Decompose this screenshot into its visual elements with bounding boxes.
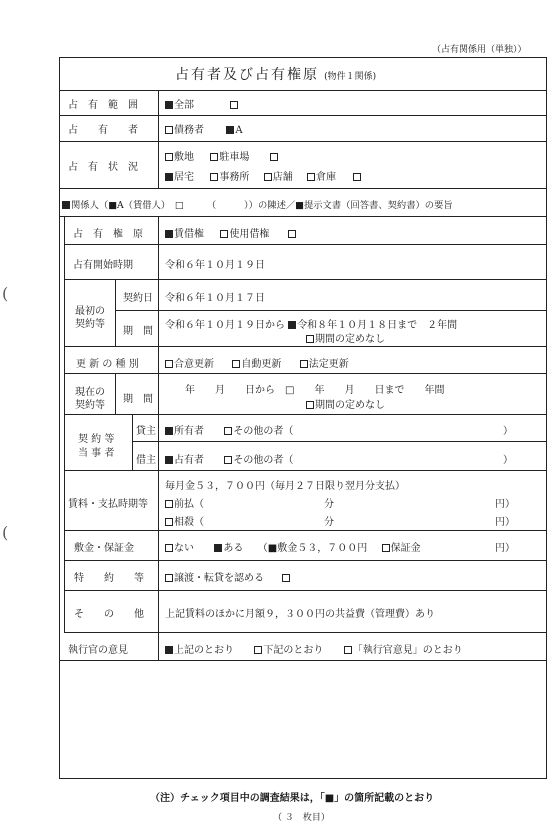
- margin-mark-upper: (: [2, 284, 9, 303]
- checkbox-checked[interactable]: [226, 126, 234, 134]
- status-line1: [165, 148, 279, 163]
- checkbox-checked[interactable]: [165, 101, 173, 109]
- first-contract-label-b: 契約等: [75, 319, 105, 330]
- rent-offset: [165, 513, 204, 528]
- lessor-other: その他の者（: [233, 426, 294, 437]
- current-contract-label-b: 契約等: [75, 400, 105, 411]
- right-opt-loan: 使用借権: [229, 229, 270, 240]
- start-value: 令和６年１０月１９日: [165, 260, 265, 271]
- occupant-label: 占 有 者: [68, 125, 138, 136]
- first-contract-label-a: 最初の: [75, 306, 105, 317]
- contract-date-label: 契約日: [123, 293, 153, 304]
- right-label: 占 有 権 原: [73, 229, 143, 240]
- checkbox-checked[interactable]: [165, 230, 173, 238]
- current-period-label: 期 間: [123, 394, 153, 405]
- checkbox-unchecked[interactable]: [165, 360, 173, 368]
- status-opt-warehouse: 倉庫: [316, 172, 337, 183]
- form-title-sub: (物件１関係): [324, 72, 377, 82]
- checkbox-unchecked[interactable]: [264, 173, 272, 181]
- rent-line1: 毎月金５３，７００円（毎月２７日限り翌月分支払）: [165, 481, 405, 492]
- checkbox-unchecked[interactable]: [165, 153, 173, 161]
- checkbox-unchecked[interactable]: [344, 646, 352, 654]
- occupant-options: [165, 121, 243, 136]
- parties-label-a: 契 約 等: [78, 434, 115, 445]
- checkbox-unchecked[interactable]: [165, 518, 173, 526]
- deposit-yes: ある: [223, 543, 244, 554]
- lessee-options: [165, 451, 293, 466]
- checkbox-unchecked[interactable]: [210, 153, 218, 161]
- opinion-label: 執行官の意見: [68, 645, 128, 656]
- scope-options: [165, 96, 239, 111]
- lessor-owner: 所有者: [174, 426, 204, 437]
- opinion-options: [165, 641, 463, 656]
- current-period-line2: [306, 396, 385, 411]
- opinion-as-below: 下記のとおり: [263, 645, 324, 656]
- rent-prepay-fen: 分: [324, 499, 334, 510]
- rent-offset-fen: 分: [324, 517, 334, 528]
- checkbox-checked[interactable]: [165, 173, 173, 181]
- checkbox-unchecked[interactable]: [300, 360, 308, 368]
- checkbox-unchecked[interactable]: [230, 101, 238, 109]
- scope-label: 占 有 範 囲: [68, 100, 138, 111]
- scope-opt-all: 全部: [174, 100, 194, 111]
- checkbox-checked[interactable]: [165, 646, 173, 654]
- period-label: 期 間: [123, 326, 153, 337]
- right-opt-lease: 賃借権: [174, 229, 204, 240]
- checkbox-unchecked[interactable]: [306, 401, 314, 409]
- checkbox-unchecked[interactable]: [382, 544, 390, 552]
- renewal-label: 更 新 の 種 別: [76, 359, 139, 370]
- checkbox-unchecked[interactable]: [224, 427, 232, 435]
- special-transfer: 譲渡・転貸を認める: [174, 573, 264, 584]
- occupant-opt-debtor: 債務者: [174, 125, 204, 136]
- checkbox-unchecked[interactable]: [165, 126, 173, 134]
- checkbox-unchecked[interactable]: [165, 544, 173, 552]
- period-line1: [165, 316, 457, 331]
- parties-label-b: 当 事 者: [78, 448, 115, 459]
- checkbox-unchecked[interactable]: [220, 230, 228, 238]
- lessor-options: [165, 422, 293, 437]
- special-options: [165, 569, 291, 584]
- renewal-options: [165, 355, 349, 370]
- status-line2: [165, 168, 362, 183]
- current-period-line1: 年 月 日から □ 年 月 日まで 年間: [185, 385, 445, 396]
- status-label: 占 有 状 況: [68, 162, 138, 173]
- deposit-shikikin: （■敷金５３，７００円: [257, 543, 368, 554]
- occupant-opt-a: A: [235, 125, 243, 136]
- form-title: 占有者及び占有権原: [175, 67, 319, 83]
- rent-offset-yen: 円）: [495, 517, 515, 528]
- contract-date-value: 令和６年１０月１７日: [165, 293, 265, 304]
- footnote: （注）チェック項目中の調査結果は，「■」の箇所記載のとおり: [150, 793, 435, 804]
- start-label: 占有開始時期: [73, 260, 133, 271]
- relation-text: 関係人（■A（賃借人） □ （ ））の陳述／■提示文書（回答書、契約書）の要旨: [71, 200, 453, 211]
- renewal-opt-legal: 法定更新: [308, 359, 349, 370]
- rent-prepay-label: 前払（: [174, 499, 204, 510]
- deposit-options: [165, 539, 421, 554]
- checkbox-unchecked[interactable]: [232, 360, 240, 368]
- lessor-close: ）: [503, 426, 513, 437]
- rent-offset-label: 相殺（: [174, 517, 204, 528]
- renewal-opt-auto: 自動更新: [241, 359, 282, 370]
- no-period: 期間の定めなし: [315, 334, 385, 345]
- status-opt-residence: 居宅: [174, 172, 194, 183]
- status-opt-office: 事務所: [219, 172, 250, 183]
- lessee-close: ）: [503, 455, 513, 466]
- opinion-as-above: 上記のとおり: [174, 645, 234, 656]
- current-contract-label-a: 現在の: [75, 387, 105, 398]
- checkbox-checked[interactable]: [165, 427, 173, 435]
- lessee-other: その他の者（: [233, 455, 294, 466]
- rent-label: 賃料・支払時期等: [68, 499, 148, 510]
- status-opt-lot: 敷地: [174, 152, 194, 163]
- checkbox-unchecked[interactable]: [254, 646, 262, 654]
- deposit-label: 敷金・保証金: [74, 543, 134, 554]
- checkbox-unchecked[interactable]: [210, 173, 218, 181]
- checkbox-unchecked[interactable]: [306, 335, 314, 343]
- status-opt-parking: 駐車場: [219, 152, 250, 163]
- rent-prepay: [165, 495, 204, 510]
- right-options: [165, 225, 297, 240]
- deposit-yen: 円）: [495, 543, 515, 554]
- checkbox-unchecked[interactable]: [288, 230, 296, 238]
- other-value: 上記賃料のほかに月額９，３００円の共益費（管理費）あり: [165, 609, 435, 620]
- deposit-hosho: 保証金: [390, 543, 421, 554]
- status-opt-shop: 店舗: [272, 172, 293, 183]
- checkbox-checked[interactable]: [288, 321, 296, 329]
- checkbox-checked[interactable]: [62, 201, 70, 209]
- period-line2: [306, 330, 385, 345]
- period-from: 令和６年１０月１９日から: [165, 320, 285, 331]
- form-title-block: [175, 64, 376, 84]
- lessee-label: 借主: [136, 455, 156, 466]
- page-count: （ ３ 枚目）: [273, 813, 330, 823]
- special-label: 特 約 等: [74, 573, 144, 584]
- rent-prepay-yen: 円）: [495, 499, 515, 510]
- opinion-see-opinion: 「執行官意見」のとおり: [352, 645, 463, 656]
- current-no-period: 期間の定めなし: [315, 400, 385, 411]
- checkbox-unchecked[interactable]: [165, 574, 173, 582]
- checkbox-unchecked[interactable]: [224, 456, 232, 464]
- lessor-label: 貸主: [136, 426, 156, 437]
- lessee-occupant: 占有者: [174, 455, 204, 466]
- checkbox-checked[interactable]: [165, 456, 173, 464]
- deposit-none: ない: [174, 543, 194, 554]
- relation-line: [62, 197, 453, 211]
- checkbox-checked[interactable]: [214, 544, 222, 552]
- checkbox-unchecked[interactable]: [307, 173, 315, 181]
- checkbox-unchecked[interactable]: [165, 500, 173, 508]
- period-to: 令和８年１０月１８日まで ２年間: [297, 320, 458, 331]
- checkbox-unchecked[interactable]: [270, 153, 278, 161]
- renewal-opt-agreed: 合意更新: [174, 359, 214, 370]
- other-label: そ の 他: [74, 609, 144, 620]
- checkbox-unchecked[interactable]: [282, 574, 290, 582]
- form-type-note: （占有関係用（単独））: [432, 45, 527, 55]
- checkbox-unchecked[interactable]: [353, 173, 361, 181]
- margin-mark-lower: (: [2, 523, 9, 542]
